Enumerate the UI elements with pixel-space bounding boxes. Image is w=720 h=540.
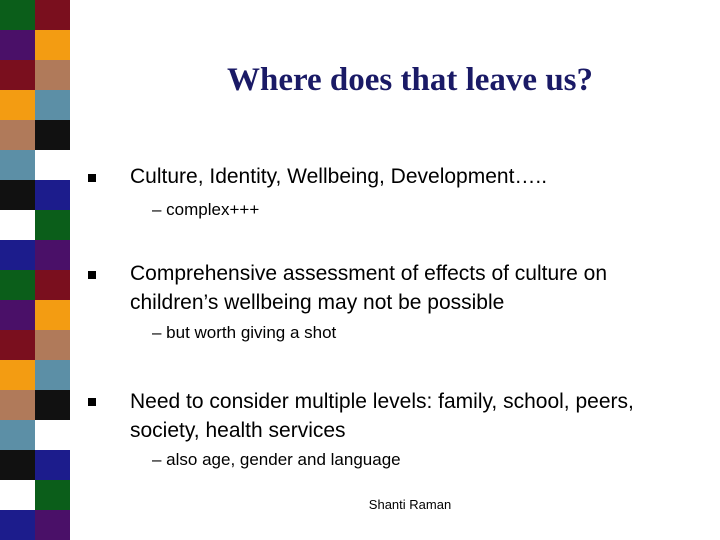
footer-author: Shanti Raman <box>368 497 452 512</box>
strip-block <box>35 240 70 270</box>
strip-block <box>0 30 35 60</box>
bullet-marker <box>88 271 96 279</box>
strip-block <box>35 300 70 330</box>
sub-bullet-2: – but worth giving a shot <box>152 323 337 342</box>
sub-bullet-1: – complex+++ <box>152 200 260 219</box>
bullet-marker <box>88 174 96 182</box>
strip-block <box>35 0 70 30</box>
bullet-marker <box>88 398 96 406</box>
strip-column-right <box>35 0 70 540</box>
strip-block <box>35 90 70 120</box>
strip-block <box>0 450 35 480</box>
strip-block <box>35 270 70 300</box>
strip-block <box>35 420 70 450</box>
strip-column-left <box>0 0 35 540</box>
strip-block <box>0 300 35 330</box>
strip-block <box>0 120 35 150</box>
strip-block <box>35 30 70 60</box>
bullet-text-2: Comprehensive assessment of effects of culture on children’s wellbeing may not be possible <box>130 262 608 314</box>
strip-block <box>0 210 35 240</box>
strip-block <box>0 420 35 450</box>
strip-block <box>35 360 70 390</box>
strip-block <box>0 60 35 90</box>
strip-block <box>0 360 35 390</box>
strip-block <box>0 150 35 180</box>
strip-block <box>0 270 35 300</box>
strip-block <box>35 480 70 510</box>
decorative-color-strip <box>0 0 70 540</box>
strip-block <box>0 90 35 120</box>
strip-block <box>35 150 70 180</box>
strip-block <box>0 480 35 510</box>
strip-block <box>0 180 35 210</box>
strip-block <box>35 180 70 210</box>
strip-block <box>0 330 35 360</box>
bullet-text-1: Culture, Identity, Wellbeing, Development….. <box>130 165 548 188</box>
slide-title: Where does that leave us? <box>226 62 594 98</box>
strip-block <box>35 120 70 150</box>
strip-block <box>0 0 35 30</box>
strip-block <box>35 450 70 480</box>
sub-bullet-3: – also age, gender and language <box>152 450 401 469</box>
bullet-text-3: Need to consider multiple levels: family, school, peers, society, health services <box>130 390 634 442</box>
strip-block <box>35 60 70 90</box>
strip-block <box>35 390 70 420</box>
strip-block <box>35 330 70 360</box>
strip-block <box>0 240 35 270</box>
strip-block <box>0 510 35 540</box>
strip-block <box>35 510 70 540</box>
strip-block <box>0 390 35 420</box>
strip-block <box>35 210 70 240</box>
